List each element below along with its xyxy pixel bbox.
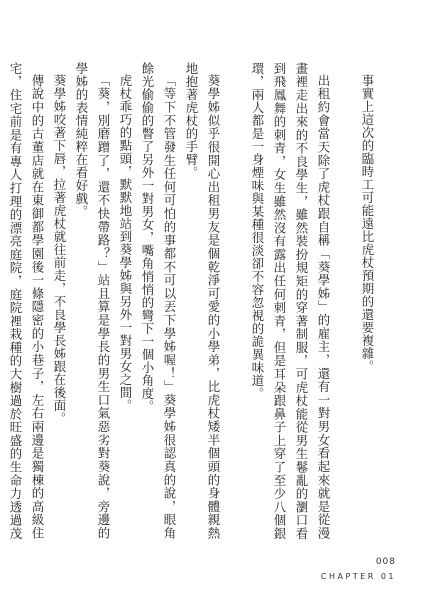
page-number: 008 <box>375 557 396 567</box>
paragraph-5: 虎杖乖巧的點頭，默默地站到葵學姊與另外一對男女之間。 <box>118 74 133 413</box>
chapter-label: CHAPTER 01 <box>320 572 396 581</box>
paragraph-7: 葵學姊咬著下唇，拉著虎杖就往前走，不良學長姊跟在後面。 <box>52 74 67 426</box>
paragraph-4: 「等下不管發生任何可怕的事都不可以丟下學姊喔！」葵學姊很認真的說，眼角餘光偷偷的瞥了另外一對男女，嘴角悄悄的彎下一個小角度。 <box>140 62 177 540</box>
paragraph-8: 傳說中的古董店就在東御都學園後一條隱密的小巷子，左右兩邊是獨棟的高級住宅，住宅前是有專人打理的漂亮庭院，庭院裡栽種的大樹過於旺盛的生命力透過茂 <box>8 62 45 540</box>
paragraph-6: 「葵，別磨蹭了，還不快帶路？」站且算是學長的男生口氣惡劣對葵說，旁邊的學姊的表情純粹在看好戲。 <box>74 62 111 540</box>
paragraph-gap <box>224 62 246 540</box>
body-text <box>0 62 378 540</box>
paragraph-3: 葵學姊似乎很開心出租男友是個乾淨可愛的小學弟，比虎杖矮半個頭的身體親熱地抱著虎杖的手臂。 <box>184 62 221 540</box>
paragraph-2: 出租約會當天除了虎杖跟自稱「葵學姊」的雇主，還有一對男女看起來就是從漫畫裡走出來的不良學生，雖然裝扮規矩的穿著制服，可虎杖能從男生鬈亂的瀏口看到飛鳳舞的刺青，女生雖然沒有露出任何刺青，但是耳朵跟鼻子上穿了至少八個銀環，兩人都是一身煙味與某種很淡卻不容忽視的詭異味道。 <box>250 62 331 540</box>
paragraph-1: 事實上這次的臨時工可能遠比虎杖預期的還要複雜。 <box>360 74 375 374</box>
paragraph-gap <box>334 62 356 540</box>
